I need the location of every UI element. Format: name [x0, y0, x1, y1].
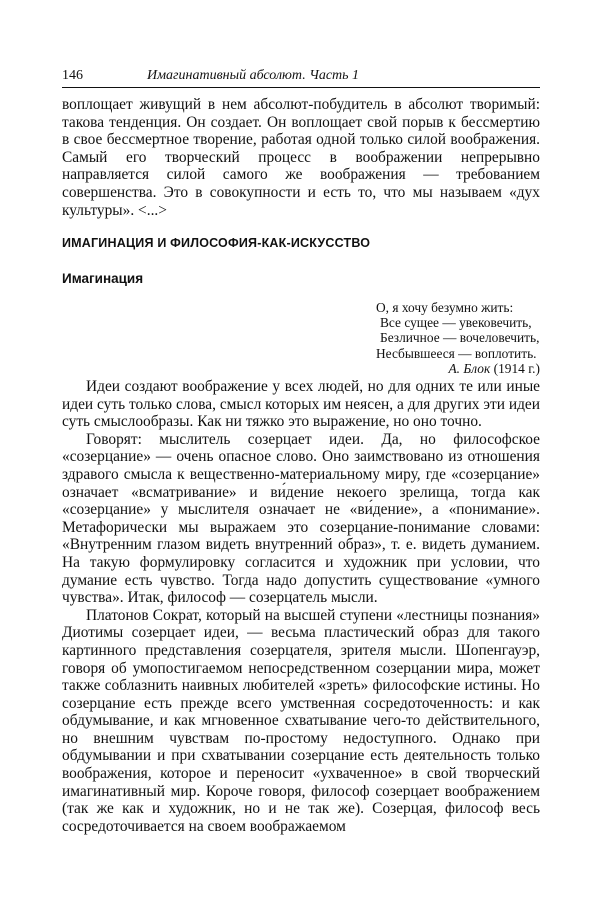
- epigraph-author: А. Блок: [448, 360, 491, 376]
- subsection-heading: Имагинация: [62, 271, 144, 286]
- epigraph-line: О, я хочу безумно жить:: [376, 300, 514, 315]
- intro-paragraph: воплощает живущий в нем абсолют-побудитель в абсолют творимый: такова тенденция. Он создает. Он воплощает свой порыв к бессмертию в свое бессмертное творение, работая одной только силой воображения. Самый его творческий процесс в воображении непрерывно направляется силой самого же воображения — требованием совершенства. Это в совокупности и есть то, что мы называем «дух культуры». <...>: [62, 96, 540, 219]
- epigraph-line: Все сущее — увековечить,: [380, 315, 532, 331]
- section-heading: ИМАГИНАЦИЯ И ФИЛОСОФИЯ-КАК-ИСКУССТВО: [62, 236, 371, 250]
- header-rule: [62, 87, 540, 88]
- epigraph-line: Несбывшееся — воплотить.: [376, 345, 537, 361]
- body-text-block: [62, 378, 540, 835]
- intro-text-block: [62, 96, 540, 219]
- body-paragraph: Говорят: мыслитель созерцает идеи. Да, но философское «созерцание» — очень опасное слово. Оно заимствовано из отношения здравого смысла к вещественно-материальному миру, где «созерцание» означает «всматривание» и ви́дение некоего зрелища, тогда как «созерцание» у мыслителя означает не «ви́дение», а «понимание». Метафорически мы выражаем это созерцание-понимание словами: «Внутренним глазом видеть внутренний образ», т. е. видеть думанием. На такую формулировку согласится и художник при условии, что думание есть чувство. Тогда надо допустить существование «умного чувства». Итак, философ — созерцатель мысли.: [62, 430, 540, 607]
- running-title: Имагинативный абсолют. Часть 1: [147, 68, 360, 83]
- epigraph-year: (1914 г.): [493, 360, 540, 376]
- epigraph-attribution: [376, 361, 540, 376]
- page-number: 146: [62, 68, 83, 83]
- body-paragraph: Идеи создают воображение у всех людей, но для одних те или иные идеи суть только слова, смысл которых им неясен, а для других эти идеи суть смыслообразы. Как ни тяжко это выражение, но оно точно.: [62, 378, 540, 431]
- epigraph-line: Безличное — вочеловечить,: [380, 330, 540, 346]
- body-paragraph: Платонов Сократ, который на высшей ступени «лестницы познания» Диотимы созерцает идеи, — весьма пластический образ для такого картинного представления созерцателя, зрителя мысли. Шопенгауэр, говоря об умопостигаемом непосредственном созерцании мира, может также соблазнить наивных любителей «зреть» философские истины. Но созерцание есть прежде всего умственная сосредоточенность: и как обдумывание, и как мгновенное схватывание чего-то действительного, но внешним чувствам по-простому недоступного. Однако при обдумывании и при схватывании созерцание есть деятельность только воображения, которое и переносит «ухваченное» в свой творческий имагинативный мир. Короче говоря, философ созерцает воображением (так же как и художник, но и не так же). Созерцая, философ весь сосредоточивается на своем воображаемом: [62, 606, 540, 835]
- epigraph: [376, 300, 540, 376]
